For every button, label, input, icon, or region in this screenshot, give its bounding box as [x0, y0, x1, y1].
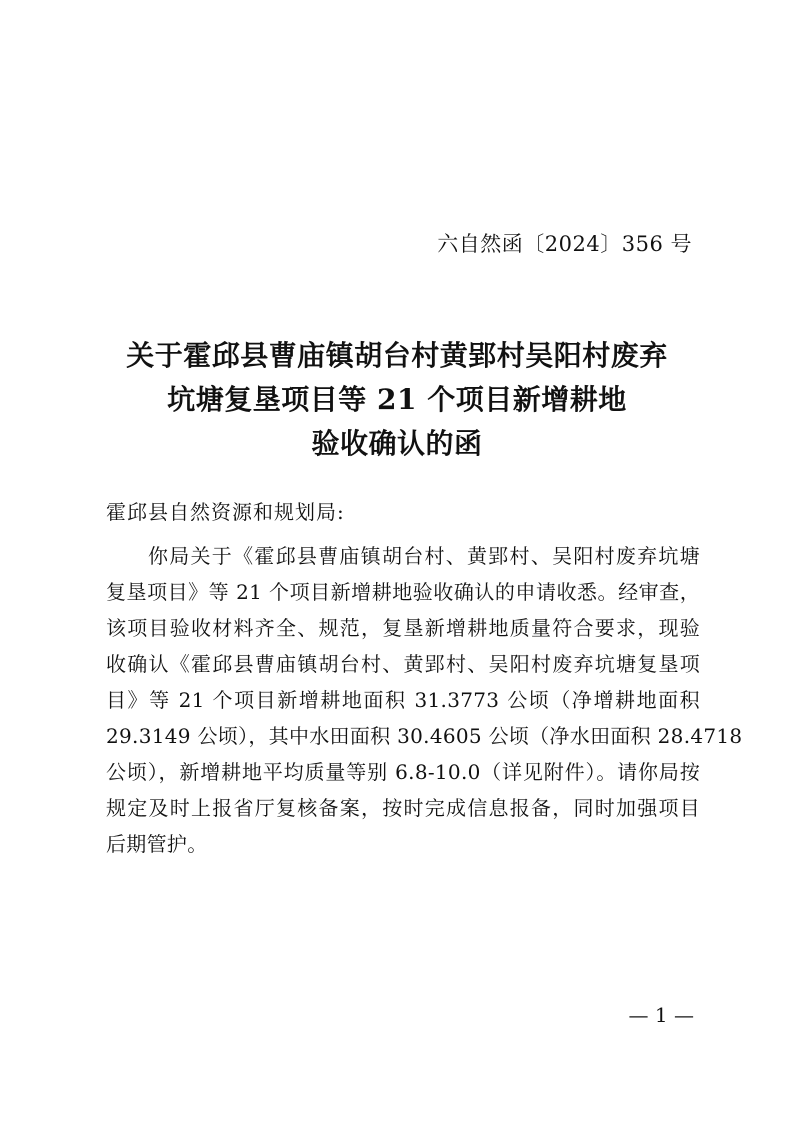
body-line: 目》等 21 个项目新增耕地面积 31.3773 公顷（净增耕地面积: [106, 688, 700, 712]
addressee: 霍邱县自然资源和规划局:: [106, 500, 345, 524]
body-line: 复垦项目》等 21 个项目新增耕地验收确认的申请收悉。经审查，: [106, 580, 700, 604]
body-line: 你局关于《霍邱县曹庙镇胡台村、黄郢村、吴阳村废弃坑塘: [148, 544, 700, 568]
body-line: 该项目验收材料齐全、规范，复垦新增耕地质量符合要求，现验: [106, 616, 700, 640]
body-line: 规定及时上报省厅复核备案，按时完成信息报备，同时加强项目: [106, 796, 700, 820]
body-line: 后期管护。: [106, 832, 208, 856]
body-line: 收确认《霍邱县曹庙镇胡台村、黄郢村、吴阳村废弃坑塘复垦项: [106, 652, 700, 676]
document-number: 六自然函〔2024〕356 号: [437, 232, 692, 256]
title-line: 坑塘复垦项目等 21 个项目新增耕地: [167, 383, 627, 416]
document-title: [0, 334, 794, 466]
title-line: 验收确认的函: [311, 427, 483, 460]
body-line: 公顷），新增耕地平均质量等别 6.8-10.0（详见附件）。请你局按: [106, 760, 700, 784]
page-number: — 1 —: [628, 1003, 694, 1027]
body-line: 29.3149 公顷），其中水田面积 30.4605 公顷（净水田面积 28.4718: [106, 724, 743, 748]
body-paragraph: [106, 538, 743, 862]
title-line: 关于霍邱县曹庙镇胡台村黄郢村吴阳村废弃: [126, 339, 668, 372]
